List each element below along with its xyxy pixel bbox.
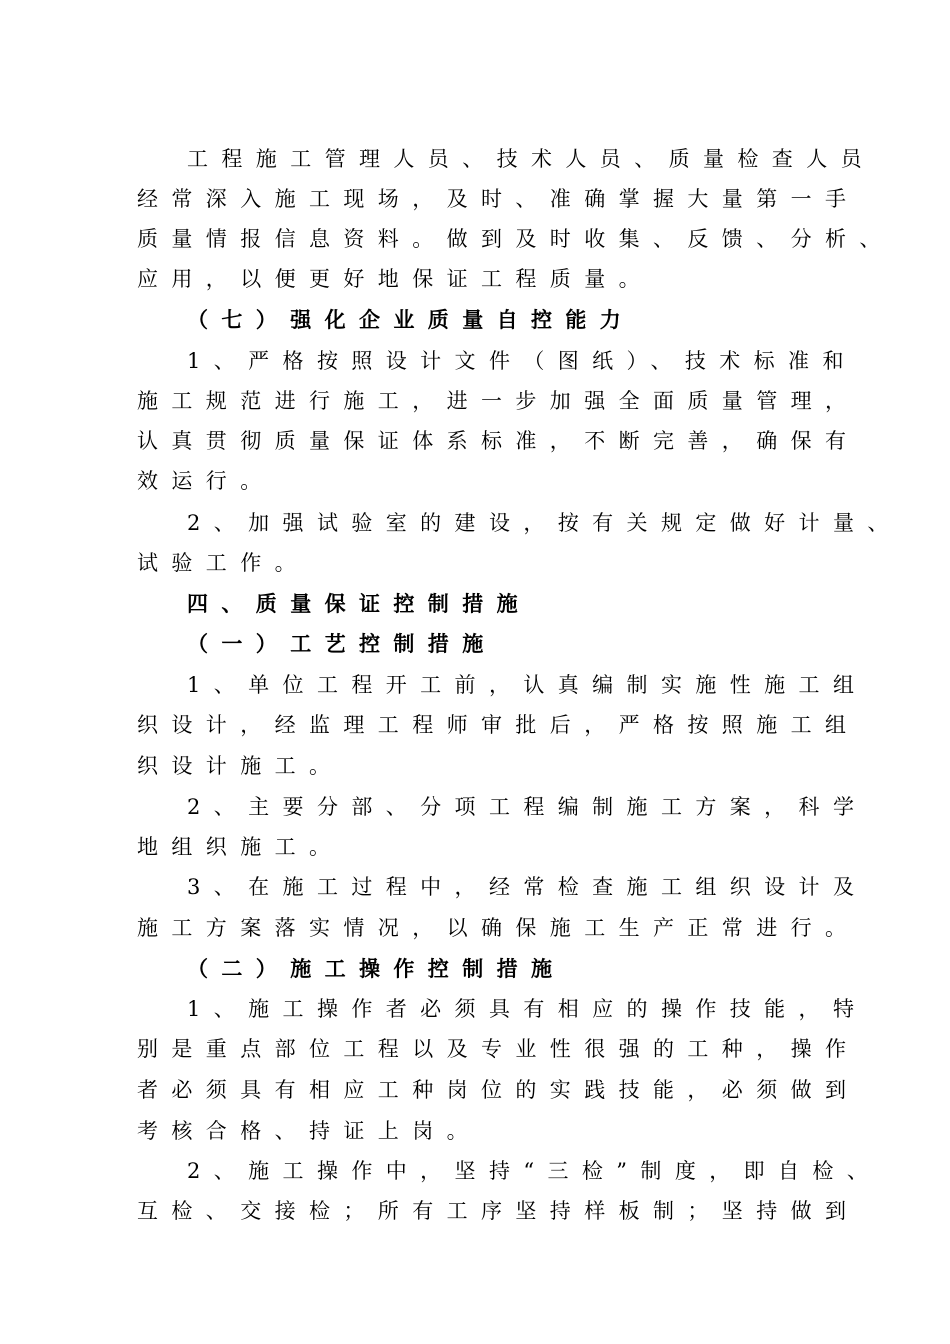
body-line: 质量情报信息资料。做到及时收集、反馈、分析、 (137, 227, 894, 251)
body-line: 施工方案落实情况，以确保施工生产正常进行。 (137, 916, 860, 940)
body-line: 1、施工操作者必须具有相应的操作技能，特 (187, 997, 868, 1021)
body-line: 互检、交接检；所有工序坚持样板制；坚持做到 (137, 1199, 860, 1223)
body-line: 1、严格按照设计文件（图纸）、技术标准和 (187, 349, 857, 373)
body-line: 施工规范进行施工，进一步加强全面质量管理， (137, 389, 860, 413)
body-line: 织设计，经监理工程师审批后，严格按照施工组 (137, 713, 860, 737)
section-heading: （一）工艺控制措施 (187, 631, 497, 656)
body-line: 别是重点部位工程以及专业性很强的工种，操作 (137, 1037, 860, 1061)
body-line: 应用，以便更好地保证工程质量。 (137, 267, 653, 291)
body-line: 织设计施工。 (137, 754, 344, 778)
body-line: 者必须具有相应工种岗位的实践技能，必须做到 (137, 1078, 860, 1102)
body-line: 考核合格、持证上岗。 (137, 1119, 481, 1143)
section-heading: （二）施工操作控制措施 (187, 956, 566, 981)
body-line: 1、单位工程开工前，认真编制实施性施工组 (187, 673, 868, 697)
body-line: 效运行。 (137, 469, 275, 493)
section-heading: （七）强化企业质量自控能力 (187, 307, 635, 332)
body-line: 地组织施工。 (137, 835, 344, 859)
section-heading: 四、质量保证控制措施 (187, 591, 531, 616)
body-line: 2、主要分部、分项工程编制施工方案，科学 (187, 795, 868, 819)
body-line: 经常深入施工现场，及时、准确掌握大量第一手 (137, 187, 860, 211)
body-line: 认真贯彻质量保证体系标准，不断完善，确保有 (137, 429, 860, 453)
body-line: 工程施工管理人员、技术人员、质量检查人员 (187, 147, 875, 171)
body-line: 2、加强试验室的建设，按有关规定做好计量、 (187, 511, 902, 535)
body-line: 3、在施工过程中，经常检查施工组织设计及 (187, 875, 868, 899)
body-line: 试验工作。 (137, 551, 309, 575)
body-line: 2、施工操作中，坚持“三检”制度，即自检、 (187, 1159, 882, 1183)
